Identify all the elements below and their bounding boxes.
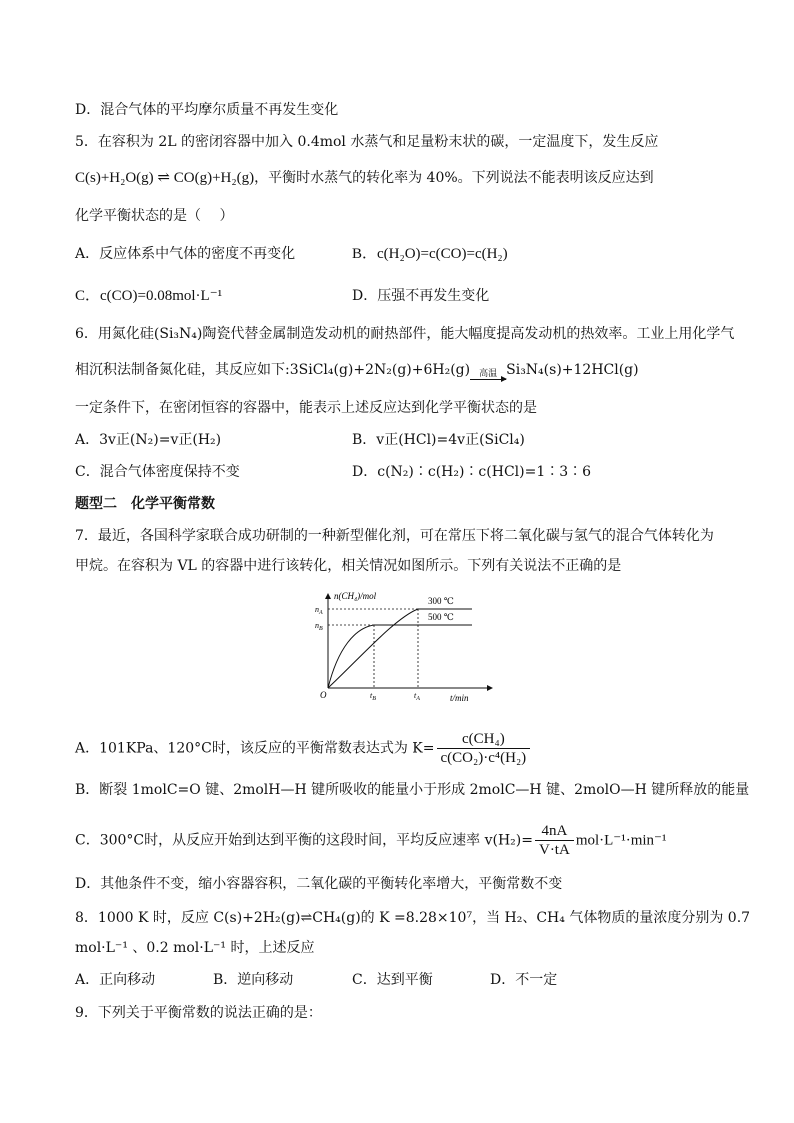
q6-stem-line1: 6．用氮化硅(Si₃N₄)陶瓷代替金属制造发动机的耐热部件，能大幅度提高发动机的热效率。工业上用化学气	[75, 326, 735, 342]
series-300C-label: 300 ℃	[428, 596, 454, 606]
q7-c-unit: mol·L⁻¹·min⁻¹	[575, 832, 667, 849]
x-tick-tA: $t_A$	[414, 691, 420, 702]
q5-reaction: C(s)+H₂O(g) ⇌ CO(g)+H₂(g)	[75, 170, 255, 186]
q6-stem-line2-b: Si₃N₄(s)+12HCl(g)	[506, 362, 639, 378]
x-axis-label: t/min	[450, 693, 469, 703]
q6-stem-line2	[75, 360, 639, 380]
q5-stem-line3: 化学平衡状态的是（ ）	[75, 208, 234, 224]
q5-stem-line2	[75, 168, 654, 188]
q6-option-d: D．c(N₂)∶c(H₂)∶c(HCl)=1∶3∶6	[352, 464, 592, 480]
q5-stem-line1: 5．在容积为 2L 的密闭容器中加入 0.4mol 水蒸气和足量粉末状的碳，一定温度下，发生反应	[75, 134, 659, 150]
q6-option-b: B．v正(HCl)=4v正(SiCl₄)	[352, 432, 525, 448]
q8-option-c: C．达到平衡	[352, 972, 433, 988]
q5-option-c: C．c(CO)=0.08mol·L⁻¹	[75, 288, 223, 304]
q8-option-d: D．不一定	[490, 972, 558, 988]
q7-option-a-text: A．101KPa、120°C时，该反应的平衡常数表达式为 K=	[75, 740, 435, 757]
y-tick-nA: $n_A$	[315, 605, 323, 616]
q7-a-denominator: c(CO₂)·c⁴(H₂)	[440, 750, 527, 766]
q7-option-d: D．其他条件不变，缩小容器容积，二氧化碳的平衡转化率增大，平衡常数不变	[75, 876, 563, 892]
q5-option-b: B．c(H₂O)=c(CO)=c(H₂)	[352, 246, 508, 262]
q5-option-d: D．压强不再发生变化	[352, 288, 490, 304]
y-axis-label: n(CH₄)/mol	[334, 591, 377, 601]
origin-label: O	[320, 690, 327, 700]
q7-option-a-fraction	[437, 730, 531, 767]
q8-option-a: A．正向移动	[75, 972, 156, 988]
q8-stem-line1: 8．1000 K 时，反应 C(s)+2H₂(g)⇌CH₄(g)的 K =8.28×10⁷，当 H₂、CH₄ 气体物质的量浓度分别为 0.7	[75, 910, 751, 926]
q6-reaction-arrow	[470, 369, 506, 380]
q8-option-b: B．逆向移动	[213, 972, 294, 988]
q8-stem-line2: mol·L⁻¹ 、0.2 mol·L⁻¹ 时，上述反应	[75, 940, 315, 956]
series-500C-line	[328, 625, 472, 688]
q4-option-d: D．混合气体的平均摩尔质量不再发生变化	[75, 102, 339, 118]
q7-stem-line2: 甲烷。在容积为 VL 的容器中进行该转化，相关情况如图所示。下列有关说法不正确的是	[75, 558, 622, 574]
q5-stem-line2-rest: ，平衡时水蒸气的转化率为 40%。下列说法不能表明该反应达到	[254, 170, 654, 186]
q6-stem-line3: 一定条件下，在密闭恒容的容器中，能表示上述反应达到化学平衡状态的是	[75, 400, 537, 416]
q7-option-b: B．断裂 1molC=O 键、2molH—H 键所吸收的能量小于形成 2molC—H 键、2molO—H 键所释放的能量	[75, 782, 750, 798]
series-500C-label: 500 ℃	[428, 612, 454, 622]
q6-stem-line2-a: 相沉积法制备氮化硅，其反应如下:3SiCl₄(g)+2N₂(g)+6H₂(g)	[75, 362, 471, 378]
q5-option-a: A．反应体系中气体的密度不再变化	[75, 246, 296, 262]
q7-c-denominator: V·tA	[538, 842, 570, 858]
x-tick-tB: $t_B$	[370, 691, 376, 702]
q7-stem-line1: 7．最近，各国科学家联合成功研制的一种新型催化剂，可在常压下将二氧化碳与氢气的混合气体转化为	[75, 528, 714, 544]
q9-stem: 9．下列关于平衡常数的说法正确的是：	[75, 1005, 322, 1021]
q7-option-c-fraction	[535, 822, 574, 859]
q7-option-c	[75, 822, 666, 859]
q6-arrow-label: 高温	[479, 369, 498, 379]
q7-option-a	[75, 730, 532, 767]
y-tick-nB: $n_B$	[315, 621, 323, 632]
q6-option-c: C．混合气体密度保持不变	[75, 464, 240, 480]
q7-chart	[310, 588, 500, 706]
q7-c-numerator: 4nA	[535, 822, 574, 841]
q6-option-a: A．3v正(N₂)=v正(H₂)	[75, 432, 222, 448]
q7-a-numerator: c(CH₄)	[437, 730, 531, 749]
section-heading: 题型二 化学平衡常数	[75, 496, 215, 512]
q7-option-c-text: C．300°C时，从反应开始到达到平衡的这段时间，平均反应速率 v(H₂)=	[75, 832, 533, 849]
